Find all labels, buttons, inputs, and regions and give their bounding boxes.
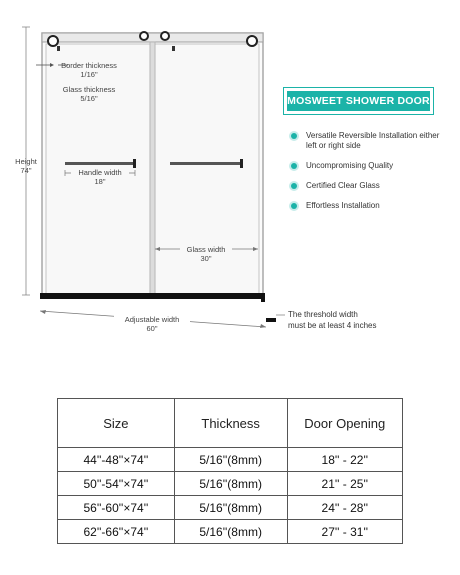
glass-width-text: Glass width [186,245,226,254]
handle-width-label [71,168,129,186]
cell-thickness: 5/16''(8mm) [174,496,287,520]
cell-thickness: 5/16''(8mm) [174,448,287,472]
handle-right [170,162,243,165]
bullet-icon [291,163,297,169]
cell-size: 62''-66''×74'' [58,520,175,544]
product-title: MOSWEET SHOWER DOOR [287,91,430,111]
header-door-opening: Door Opening [287,399,402,448]
cell-size: 44''-48''×74'' [58,448,175,472]
adjustable-width-text: Adjustable width [124,315,180,324]
cell-thickness: 5/16''(8mm) [174,472,287,496]
feature-item [290,201,460,211]
table-row [58,520,403,544]
roller-icon [48,36,58,46]
feature-text: Certified Clear Glass [306,181,380,190]
cell-thickness: 5/16''(8mm) [174,520,287,544]
height-label-text: Height [15,157,37,166]
cell-door-opening: 27'' - 31'' [287,520,402,544]
table-header-row [58,399,403,448]
border-thickness-value: 1/16" [80,70,98,79]
threshold-note [288,309,377,331]
roller-icon [161,32,169,40]
glass-thickness-text: Glass thickness [62,85,116,94]
handle-left [65,162,136,165]
handle-width-text: Handle width [78,168,122,177]
cell-size: 50''-54''×74'' [58,472,175,496]
adjustable-width-label [114,315,190,333]
glass-thickness-value: 5/16" [80,94,98,103]
roller-icon [140,32,148,40]
feature-text: Versatile Reversible Installation either left or right side [306,131,440,150]
cell-size: 56''-60''×74'' [58,496,175,520]
border-thickness-text: Border thickness [61,61,117,70]
glass-width-label [180,245,232,263]
table-row [58,448,403,472]
feature-text: Effortless Installation [306,201,380,210]
bullet-icon [291,133,297,139]
product-title-box [283,87,434,115]
cell-door-opening: 24'' - 28'' [287,496,402,520]
feature-list [290,131,460,221]
bullet-icon [291,203,297,209]
cell-door-opening: 18'' - 22'' [287,448,402,472]
table-row [58,496,403,520]
roller-icon [247,36,257,46]
top-rail [42,33,263,42]
border-thickness-label [58,61,120,79]
header-thickness: Thickness [174,399,287,448]
feature-item [290,181,460,191]
threshold-note-line: The threshold width [288,310,358,319]
size-spec-table [57,398,403,544]
threshold-note-line: must be at least 4 inches [288,321,377,330]
table-row [58,472,403,496]
feature-item [290,161,460,171]
threshold-base [40,293,265,299]
bullet-icon [291,183,297,189]
feature-item [290,131,460,151]
glass-thickness-label [58,85,120,103]
height-value: 74" [20,166,32,175]
header-size: Size [58,399,175,448]
adjustable-width-value: 60" [146,324,158,333]
glass-width-value: 30" [200,254,212,263]
handle-width-value: 18" [94,177,106,186]
height-label [6,157,46,175]
feature-text: Uncompromising Quality [306,161,394,170]
cell-door-opening: 21'' - 25'' [287,472,402,496]
